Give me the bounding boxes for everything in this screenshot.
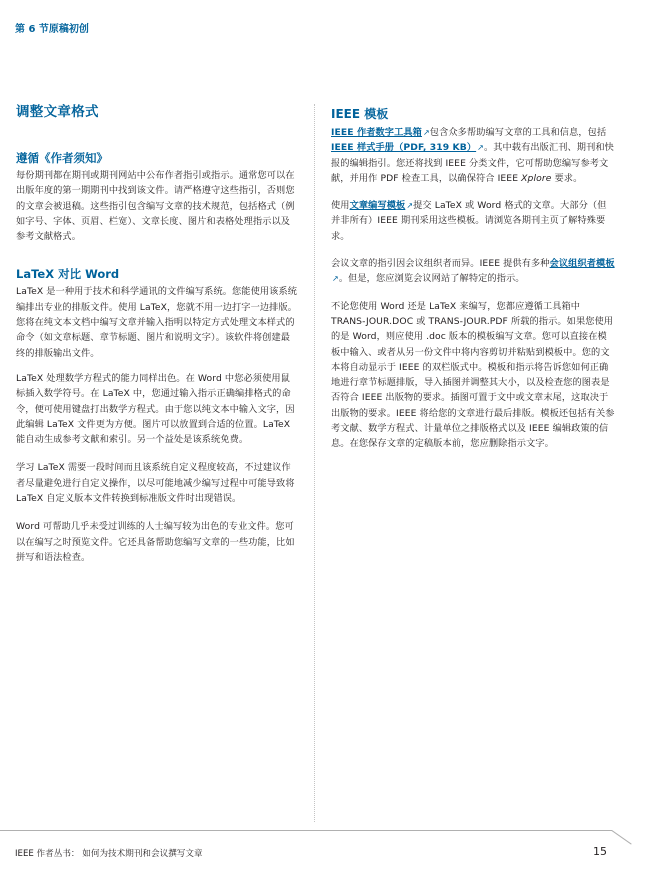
column-divider	[314, 104, 315, 822]
paragraph-trans-jour: 不论您使用 Word 还是 LaTeX 来编写，您都应遵循工具箱中 TRANS-JOUR.DOC 或 TRANS-JOUR.PDF 所载的指示。如果您使用的是 Word，则应使用 .doc 版本的模板编写文章。您可以直接在模板中输入、或者从另一份文件中将内容剪切并粘贴到模板中。您的文本将自动显示于 IEEE 的双栏版式中。模板和指示将告诉您如何正确地进行章节标题排版，导入插图并调整其大小，以及检查您的图表是否符合 IEEE 出版物的要求。插图可置于文中或文章末尾，这取决于出版物的要求。IEEE 将给您的文章进行最后排版。模板还包括有关参考文献、数学方程式、计量单位之排版格式以及 IEEE 编辑政策的信息。在您保存文章的定稿版本前，您应删除指示文字。	[331, 300, 615, 450]
link-article-templates[interactable]: 文章编写模板	[349, 200, 406, 212]
left-column	[16, 100, 298, 578]
paragraph-templates: 使用文章编写模板↗提交 LaTeX 或 Word 格式的文章。大部分（但并非所有）IEEE 期刊采用这些模板。请浏览各期刊主页了解特殊要求。	[331, 200, 607, 242]
paragraph-latex-math: LaTeX 处理数学方程式的能力同样出色。在 Word 中您必须使用鼠标插入数学符号。在 LaTeX 中，您通过输入指示正确编排格式的命令，便可使用键盘打出数学方程式。由于您以纯文本中输入文字，因此编辑 LaTeX 文件更为方便。图片可以放置到合适的位置。LaTeX 能自动生成参考文献和索引。另一个益处是该系统免费。	[16, 372, 295, 446]
right-column	[331, 100, 615, 464]
link-conference-templates[interactable]: 会议组织者模板	[549, 258, 615, 270]
footer-rule-corner	[611, 830, 631, 845]
paragraph-author-guidelines: 每份期刊都在期刊或期刊网站中公布作者指引或指示。通常您可以在出版年度的第一期期刊中找到该文件。请严格遵守这些指引，否则您的文章会被退稿。这些指引包含编写文章的技术规范，包括格式（例如字号、字体、页眉、栏宽）、文章长度、图片和表格处理指示以及参考文献格式。	[16, 170, 295, 243]
external-link-icon: ↗	[477, 143, 484, 153]
heading-author-guidelines: 遵循《作者须知》	[16, 151, 108, 165]
external-link-icon: ↗	[406, 201, 414, 211]
paragraph-latex-learning: 学习 LaTeX 需要一段时间而且该系统自定义程度较高，不过建议作者尽量避免进行自定义操作，以尽可能地减少编写过程中可能导致将 LaTeX 自定义版本文件转换到标准版文件时出现错误。	[16, 462, 295, 505]
paragraph-toolkit: IEEE 作者数字工具箱↗包含众多帮助编写文章的工具和信息，包括 IEEE 样式手册（PDF, 319 KB）↗。其中载有出版汇刊、期刊和快报的编辑指引。您还将找到 IEEE 分类文件，它可帮助您编写参考文献，并用作 PDF 检查工具，以确保符合 IEEE Xplore 要求。	[331, 127, 614, 184]
paragraph-word: Word 可帮助几乎未受过训练的人士编写较为出色的专业文件。您可以在编写之时预览文件。它还具备帮助您编写文章的一些功能，比如拼写和语法检查。	[16, 521, 295, 563]
link-author-toolkit[interactable]: IEEE 作者数字工具箱	[331, 127, 422, 138]
page-number: 15	[593, 845, 607, 858]
section-title: 调整文章格式	[16, 104, 99, 120]
heading-ieee-templates: IEEE 模板	[331, 107, 389, 121]
paragraph-conference: 会议文章的指引因会议组织者而异。IEEE 提供有多种会议组织者模板↗。但是，您应浏览会议网站了解特定的指示。	[331, 258, 615, 285]
external-link-icon: ↗	[332, 274, 339, 284]
footer-rule	[0, 830, 612, 831]
footer-series-title: IEEE 作者丛书： 如何为技术期刊和会议撰写文章	[15, 849, 203, 859]
section-label: 第 6 节原稿初创	[15, 24, 89, 35]
paragraph-latex-intro: LaTeX 是一种用于技术和科学通讯的文件编写系统。您能使用该系统编排出专业的排版文件。使用 LaTeX，您就不用一边打字一边排版。您将在纯文本文档中编写文章并输入指明以特定方式处理文本样式的命令（如文章标题、章节标题、图片和说明文字）。该软件将创建最终的排版输出文件。	[16, 286, 298, 359]
link-style-manual[interactable]: IEEE 样式手册（PDF, 319 KB）	[331, 142, 477, 154]
external-link-icon: ↗	[422, 128, 430, 137]
heading-latex-vs-word: LaTeX 对比 Word	[16, 267, 120, 282]
